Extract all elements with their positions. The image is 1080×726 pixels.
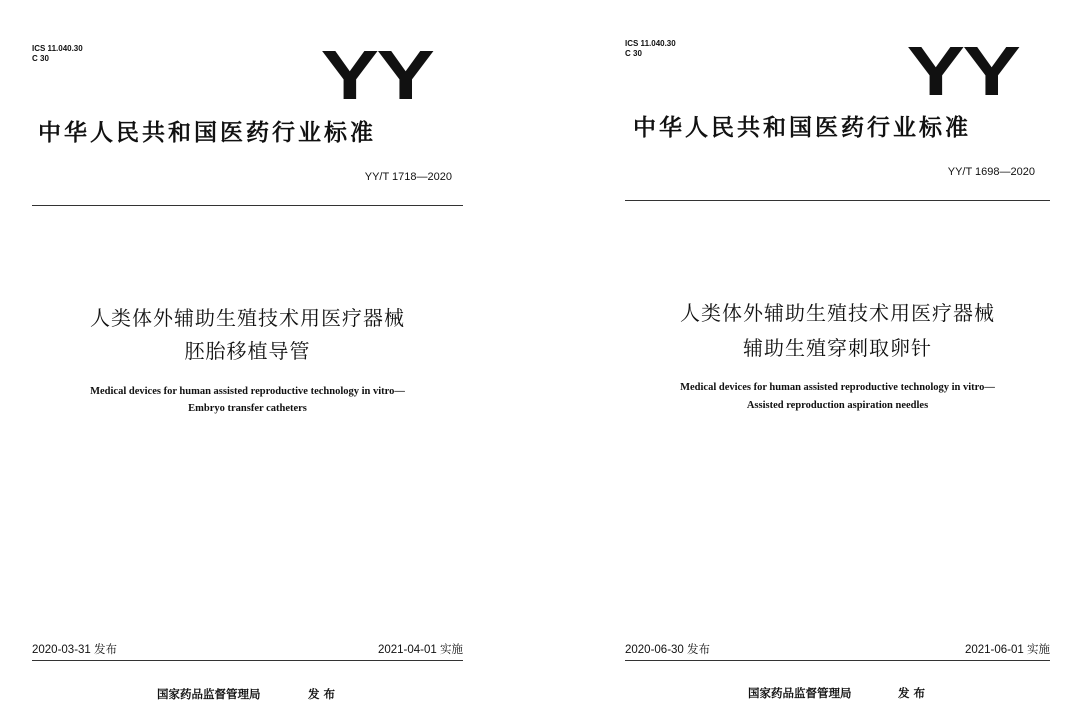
standard-number: YY/T 1718—2020 (364, 171, 452, 183)
en-title-line2: Assisted reproduction aspiration needles (746, 400, 929, 411)
ics-code: ICS 11.040.30 (625, 39, 676, 48)
implement-date: 2021-04-01 实施 (377, 644, 463, 656)
publish-date: 2020-03-31 发布 (32, 644, 118, 656)
zh-title-line2: 辅助生殖穿刺取卵针 (743, 336, 932, 360)
implement-date: 2021-06-01 实施 (964, 644, 1050, 656)
zh-title-line2: 胚胎移植导管 (184, 339, 311, 363)
ccs-code: C 30 (625, 49, 642, 58)
en-title-line1: Medical devices for human assisted reproductive technology in vitro— (90, 386, 405, 397)
zh-title-line1: 人类体外辅助生殖技术用医疗器械 (90, 306, 405, 330)
ics-code: ICS 11.040.30 (32, 44, 83, 53)
en-title-line2: Embryo transfer catheters (188, 403, 307, 414)
issuer-name: 国家药品监督管理局 (748, 686, 852, 700)
yy-logo: YY (906, 32, 1018, 110)
footer-divider (625, 660, 1050, 661)
yy-logo: YY (320, 36, 432, 114)
header-divider (32, 205, 463, 206)
standard-category-title: 中华人民共和国医药行业标准 (633, 115, 971, 141)
zh-title-line1: 人类体外辅助生殖技术用医疗器械 (680, 301, 995, 325)
en-title-line1: Medical devices for human assisted reproductive technology in vitro— (680, 382, 995, 393)
ccs-code: C 30 (32, 54, 49, 63)
header-divider (625, 200, 1050, 201)
issue-label: 发 布 (308, 687, 336, 701)
standard-number: YY/T 1698—2020 (947, 166, 1035, 178)
standard-cover-right (540, 0, 1080, 726)
standard-category-title: 中华人民共和国医药行业标准 (38, 120, 376, 146)
publish-date: 2020-06-30 发布 (625, 644, 711, 656)
footer-divider (32, 660, 463, 661)
issue-label: 发 布 (898, 686, 926, 700)
issuer-name: 国家药品监督管理局 (157, 687, 261, 701)
